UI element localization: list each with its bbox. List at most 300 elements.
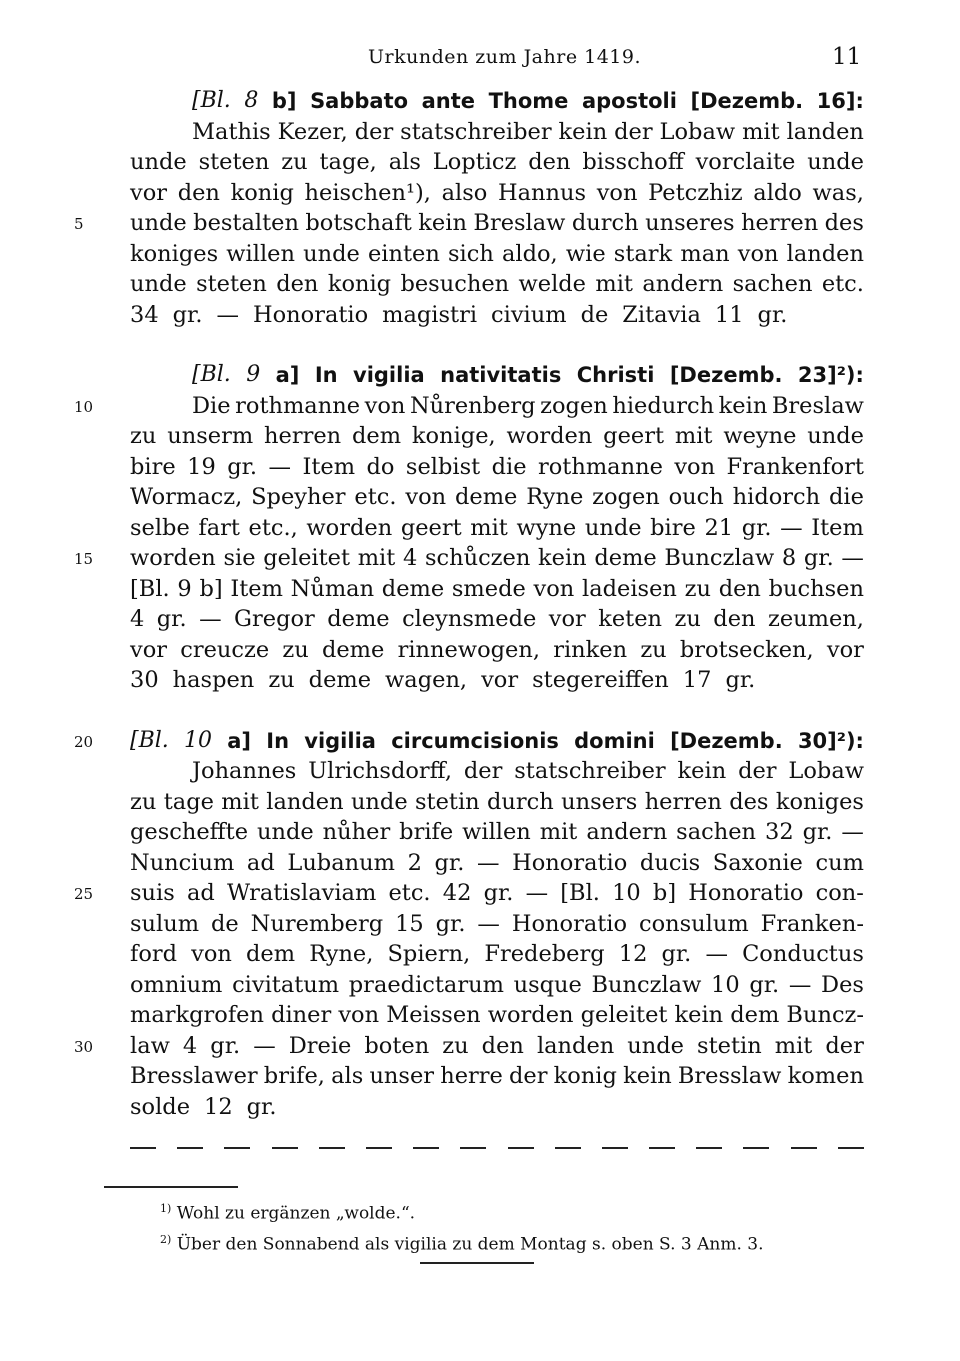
word: gr.	[661, 941, 692, 967]
text-line	[130, 848, 864, 879]
dash	[696, 1147, 722, 1149]
word: der	[738, 758, 777, 784]
word: Frankenfort	[726, 453, 864, 480]
word: die	[491, 453, 527, 480]
word: Meissen	[386, 1002, 481, 1028]
word: rothmanne	[235, 392, 361, 419]
dash	[743, 1147, 769, 1149]
word: —	[780, 514, 803, 541]
word: —	[216, 301, 239, 328]
word: zu	[268, 667, 295, 693]
word: vigilia	[353, 363, 425, 387]
word: Buncz-	[786, 1002, 864, 1028]
word: Lopticz	[432, 149, 517, 175]
word: deme	[454, 484, 518, 510]
word: willen	[462, 819, 531, 845]
dash	[413, 1147, 439, 1149]
text-line	[130, 482, 864, 513]
word: gr.	[725, 667, 756, 693]
word: omnium	[130, 971, 223, 998]
word: —	[705, 941, 728, 967]
word: —	[253, 1032, 276, 1059]
word: kein	[538, 545, 587, 571]
word: deme	[308, 667, 372, 693]
footnote-text: Über den Sonnabend als vigilia zu dem Montag s. oben S. 3 Anm. 3.	[176, 1234, 764, 1255]
dash	[602, 1147, 628, 1149]
word: Breslaw	[771, 392, 864, 419]
word: haspen	[172, 667, 255, 693]
word: nůher	[322, 819, 391, 845]
word: Thome	[488, 89, 569, 113]
word: worden	[306, 514, 393, 541]
word: worden	[487, 1002, 574, 1028]
running-head: Urkunden zum Jahre 1419.	[368, 46, 642, 68]
word: herre	[440, 1063, 503, 1089]
text-line	[130, 909, 864, 940]
word: der	[825, 1032, 864, 1059]
word: unser	[369, 1063, 435, 1089]
word: 11	[714, 301, 744, 328]
word: von	[338, 1002, 380, 1028]
dash	[177, 1147, 203, 1149]
dash	[838, 1147, 864, 1149]
word: [Bl.	[192, 362, 231, 387]
dash	[791, 1147, 817, 1149]
word: worden	[506, 423, 593, 449]
word: Spiern,	[387, 941, 471, 967]
word: einten	[367, 240, 440, 267]
text-line	[130, 178, 864, 209]
word: von	[596, 179, 638, 206]
word: steten	[196, 271, 267, 297]
word: Ryne	[526, 484, 584, 510]
word: stark	[613, 240, 673, 267]
word: ad	[186, 880, 215, 906]
page-number: 11	[832, 44, 862, 70]
word: also	[441, 179, 488, 206]
word: 2	[407, 849, 422, 876]
word: b]	[652, 880, 677, 906]
word: aldo	[753, 179, 802, 206]
word: besuchen	[400, 271, 510, 297]
word: vorclaite	[695, 149, 796, 175]
section-heading	[130, 86, 864, 117]
word: aldo,	[501, 240, 558, 267]
word: [Bl.	[130, 575, 170, 602]
word: unde	[256, 819, 314, 845]
word: von	[737, 240, 779, 267]
word: sachen	[676, 819, 757, 845]
word: Dreie	[288, 1032, 352, 1059]
word: weyne	[723, 423, 797, 449]
word: mit	[357, 545, 396, 571]
margin-line-number: 30	[74, 1038, 94, 1056]
word: Lobaw	[788, 758, 864, 784]
word: creucze	[180, 636, 270, 663]
footnote	[160, 1227, 764, 1258]
word: suis	[130, 880, 175, 906]
word: 9	[246, 362, 261, 387]
text-line	[130, 300, 864, 331]
word: dem	[352, 423, 402, 449]
word: 34	[130, 301, 159, 328]
word: durch	[487, 788, 554, 815]
word: landen	[786, 240, 864, 267]
margin-line-number: 5	[74, 215, 84, 233]
word: Des	[821, 971, 864, 998]
word: gr.	[156, 606, 187, 632]
word: civium	[491, 301, 567, 328]
word: —	[199, 606, 222, 632]
word: unserm	[167, 423, 254, 449]
word: rothmanne	[538, 453, 663, 480]
word: landen	[536, 1032, 615, 1059]
word: Sabbato	[310, 89, 409, 113]
word: tage	[163, 788, 214, 815]
word: 4	[182, 1032, 198, 1059]
text-line	[130, 665, 864, 696]
word: dem	[246, 941, 296, 967]
word: b]	[271, 89, 297, 113]
word: von	[533, 575, 575, 602]
word: andern	[586, 819, 668, 845]
text-line	[130, 391, 864, 422]
text-line	[130, 421, 864, 452]
word: als	[388, 149, 421, 175]
word: Fredeberg	[484, 941, 605, 967]
word: herren	[741, 210, 819, 236]
word: —	[841, 545, 864, 571]
word: unde	[350, 788, 408, 815]
word: Wormacz,	[130, 484, 243, 510]
word: de	[580, 301, 609, 328]
word: Bresslaw	[677, 1063, 782, 1089]
word: gr.	[227, 453, 258, 480]
word: ouch	[668, 484, 724, 510]
word: praedictarum	[348, 971, 504, 998]
word: Lobaw	[659, 118, 736, 145]
word: zu	[282, 636, 309, 663]
word: consulum	[638, 910, 749, 937]
word: keten	[598, 606, 663, 632]
word: von	[364, 392, 406, 419]
word: Honoratio	[688, 880, 804, 906]
word: usque	[513, 971, 582, 998]
word: 10	[612, 880, 641, 906]
word: unde	[303, 240, 360, 267]
word: kein	[677, 758, 727, 784]
word: —	[788, 971, 812, 998]
word: zu	[684, 575, 711, 602]
word: von	[191, 941, 232, 967]
word: unseres	[645, 210, 735, 236]
text-line	[130, 574, 864, 605]
word: den	[713, 606, 756, 632]
word: 12	[618, 941, 648, 967]
word: steten	[198, 149, 270, 175]
word: Breslaw	[473, 210, 566, 236]
word: Honoratio	[511, 910, 628, 937]
word: rinken	[553, 636, 628, 663]
word: do	[366, 453, 395, 480]
word: gr.	[757, 301, 788, 328]
document-body	[130, 86, 864, 1122]
word: solde	[130, 1093, 191, 1120]
word: vor	[481, 667, 519, 693]
word: koniges	[775, 788, 864, 815]
word: Nůman	[290, 575, 375, 602]
word: bire	[650, 514, 696, 541]
word: konig	[230, 179, 294, 206]
word: deme	[594, 545, 657, 571]
word: dem	[730, 1002, 780, 1028]
word: stetin	[415, 788, 480, 815]
word: mit	[595, 271, 633, 297]
footnote-separator	[104, 1186, 238, 1188]
word: 12	[204, 1093, 233, 1120]
word: 16]:	[816, 89, 864, 113]
word: circumcisionis	[391, 728, 559, 753]
word: welde	[518, 271, 586, 297]
word: ladeisen	[582, 575, 677, 602]
word: —	[477, 849, 500, 876]
word: smede	[451, 575, 526, 602]
word: 8	[244, 88, 259, 113]
word: apostoli	[581, 89, 677, 113]
word: Bunczlaw	[591, 971, 702, 998]
text-line	[130, 543, 864, 574]
word: bisschoff	[582, 149, 684, 175]
word: con-	[815, 880, 864, 906]
word: ad	[246, 849, 275, 876]
text-line	[130, 756, 864, 787]
word: deme	[381, 575, 445, 602]
dash	[555, 1147, 581, 1149]
word: geleitet	[263, 545, 351, 571]
word: —	[525, 880, 549, 906]
text-line	[130, 787, 864, 818]
word: [Dezemb.	[670, 728, 783, 753]
word: vor	[548, 606, 586, 632]
word: als	[331, 1063, 364, 1089]
word: 32	[765, 819, 794, 845]
word: [Dezemb.	[690, 89, 804, 113]
word: boten	[364, 1032, 430, 1059]
dash	[508, 1147, 534, 1149]
word: mit	[221, 788, 259, 815]
word: mit	[470, 514, 508, 541]
word: heischen¹),	[304, 179, 431, 206]
word: wie	[565, 240, 606, 267]
word: gr.	[802, 819, 833, 845]
word: statschreiber	[400, 118, 552, 145]
word: cum	[815, 849, 864, 876]
word: civitatum	[232, 971, 340, 998]
word: den	[528, 149, 571, 175]
word: kein	[718, 392, 768, 419]
word: Christi	[576, 363, 655, 387]
word: zogen	[592, 484, 660, 510]
word: unde	[807, 423, 864, 449]
word: 9	[177, 575, 192, 602]
word: etc.,	[248, 514, 298, 541]
word: etc.	[354, 484, 397, 510]
word: Speyher	[251, 484, 346, 510]
word: rinnewogen,	[397, 636, 540, 663]
word: Nuncium	[130, 849, 235, 876]
word: andern	[642, 271, 724, 297]
word: zu	[281, 149, 308, 175]
word: —	[841, 819, 864, 845]
word: Wratislaviam	[226, 880, 377, 906]
word: sie	[223, 545, 256, 571]
word: der	[463, 758, 503, 784]
dash	[649, 1147, 675, 1149]
word: 10	[184, 727, 213, 753]
word: unsers	[561, 788, 638, 815]
text-line	[130, 635, 864, 666]
word: diner	[271, 1002, 332, 1028]
text-line	[130, 1000, 864, 1031]
word: der	[614, 118, 653, 145]
word: den	[481, 1032, 524, 1059]
word: 15	[395, 910, 424, 937]
dash	[366, 1147, 392, 1149]
text-line	[130, 939, 864, 970]
word: der	[354, 118, 394, 145]
word: komen	[787, 1063, 864, 1089]
word: In	[266, 728, 290, 753]
word: vor	[826, 636, 864, 663]
word: stetin	[697, 1032, 762, 1059]
word: markgrofen	[130, 1002, 264, 1028]
word: brife	[399, 819, 454, 845]
word: zogen	[540, 392, 608, 419]
word: 42	[442, 880, 472, 906]
word: bestalten	[193, 210, 299, 236]
page-header	[0, 40, 960, 76]
word: landen	[266, 788, 344, 815]
word: mit	[539, 819, 578, 845]
word: von	[405, 484, 447, 510]
word: zu	[130, 423, 157, 449]
word: zu	[442, 1032, 469, 1059]
word: zu	[130, 788, 157, 815]
text-line	[130, 970, 864, 1001]
margin-line-number: 25	[74, 885, 94, 903]
word: 8	[781, 545, 797, 571]
word: statschreiber	[514, 758, 666, 784]
word: Saxonie	[712, 849, 803, 876]
word: hiedurch	[612, 392, 715, 419]
footnote-text: Wohl zu ergänzen „wolde.“.	[176, 1203, 416, 1224]
word: Item	[230, 575, 283, 602]
word: Kezer,	[277, 118, 348, 145]
word: koniges	[130, 240, 219, 267]
word: unde	[584, 514, 642, 541]
margin-line-number: 15	[74, 550, 94, 568]
word: schůczen	[424, 545, 531, 571]
text-line	[130, 269, 864, 300]
word: Item	[811, 514, 864, 541]
text-line	[130, 604, 864, 635]
word: 4	[402, 545, 418, 571]
word: Ryne,	[309, 941, 374, 967]
word: den	[276, 271, 319, 297]
word: kein	[558, 118, 608, 145]
word: gr.	[210, 1032, 241, 1059]
text-line	[130, 147, 864, 178]
word: herren	[264, 423, 342, 449]
footnotes	[160, 1196, 764, 1257]
word: Johannes	[192, 758, 297, 784]
word: bire	[130, 453, 176, 480]
word: Hannus	[497, 179, 587, 206]
word: sich	[447, 240, 494, 267]
word: unde	[130, 149, 187, 175]
section-heading	[130, 726, 864, 757]
word: willen	[226, 240, 295, 267]
word: zeumen,	[767, 606, 864, 632]
word: brife,	[263, 1063, 325, 1089]
word: kein	[674, 1002, 724, 1028]
word: den	[177, 179, 220, 206]
word: ducis	[639, 849, 701, 876]
word: selbist	[405, 453, 481, 480]
word: zu	[674, 606, 701, 632]
word: vigilia	[304, 728, 376, 753]
word: gr.	[741, 514, 772, 541]
word: [Bl.	[560, 880, 600, 906]
word: deme	[321, 636, 385, 663]
word: landen	[786, 118, 864, 145]
word: geert	[400, 514, 462, 541]
word: 10	[711, 971, 740, 998]
word: Nuremberg	[250, 910, 384, 937]
word: des	[824, 210, 864, 236]
word: mit	[742, 118, 780, 145]
word: gr.	[172, 301, 203, 328]
word: ford	[130, 941, 178, 967]
dash	[272, 1147, 298, 1149]
page-end-rule	[420, 1262, 534, 1264]
text-line	[130, 452, 864, 483]
word: de	[211, 910, 239, 937]
word: von	[674, 453, 716, 480]
word: law	[130, 1032, 170, 1059]
word: nativitatis	[440, 363, 562, 387]
word: gr.	[483, 880, 514, 906]
word: Mathis	[192, 118, 271, 145]
word: selbe	[130, 514, 190, 541]
word: tage,	[319, 149, 377, 175]
section-heading	[130, 360, 864, 391]
word: Lubanum	[287, 849, 395, 876]
word: was,	[812, 179, 864, 206]
dash	[130, 1147, 156, 1149]
word: sulum	[130, 910, 200, 937]
word: konige,	[411, 423, 496, 449]
word: brotsecken,	[679, 636, 814, 663]
word: [Bl.	[130, 727, 169, 753]
word: die	[828, 484, 864, 510]
word: durch	[571, 210, 639, 236]
word: 19	[187, 453, 216, 480]
word: [Dezemb.	[669, 363, 783, 387]
word: gr.	[749, 971, 780, 998]
dash	[224, 1147, 250, 1149]
word: In	[314, 363, 338, 387]
